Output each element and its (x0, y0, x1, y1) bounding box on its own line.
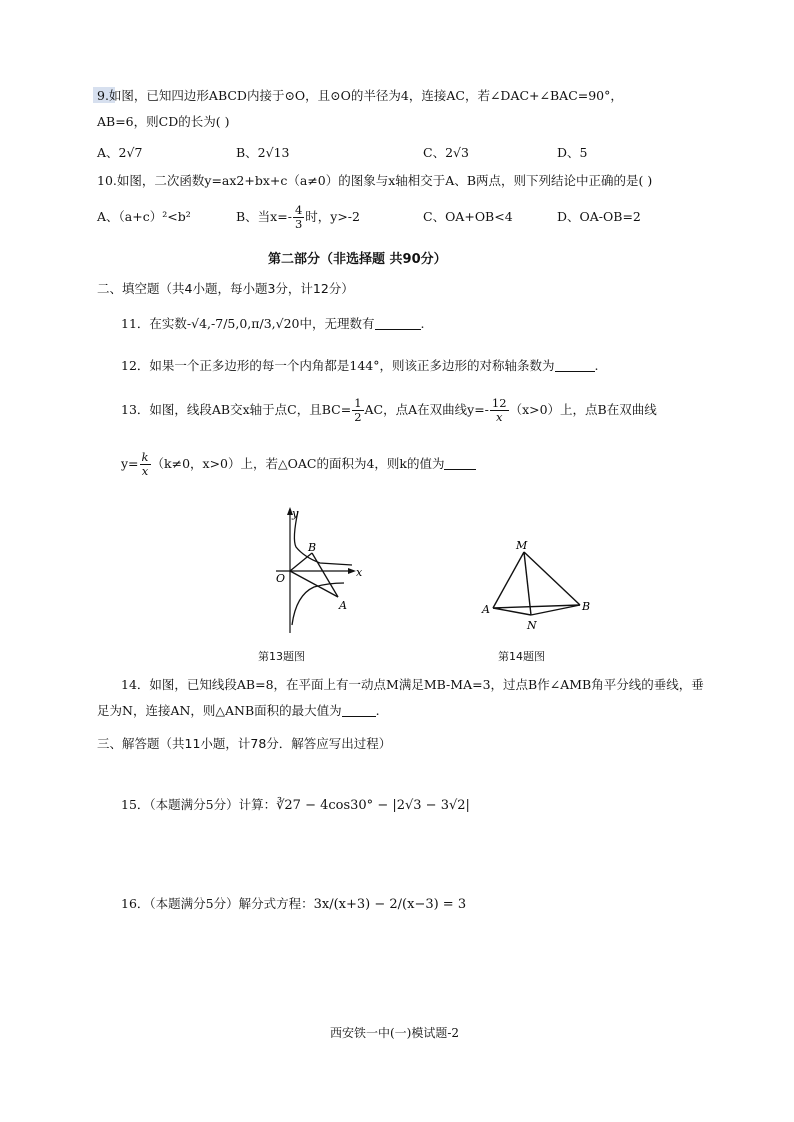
q13-half-num: 1 (354, 396, 362, 410)
q13-half-fraction (352, 397, 363, 424)
fig13-label-B: B (308, 541, 317, 554)
q15-expression: ∛27 − 4cos30° − |2√3 − 3√2| (276, 798, 470, 813)
fig13-label-y: y (292, 507, 299, 520)
fig14-seg-MB (524, 552, 580, 605)
q12-line (121, 357, 599, 375)
q15-pre: 15．（本题满分5分）计算： (121, 797, 277, 812)
q9-option-c: C、2√3 (423, 145, 469, 160)
q10-option-a: A、（a+c）²<b² (97, 209, 191, 224)
fig14-label-M: M (516, 539, 528, 552)
q9-line2: AB=6，则CD的长为( ) (97, 114, 230, 129)
fig13-label-A: A (339, 599, 347, 612)
q16-pre: 16．（本题满分5分）解分式方程： (121, 896, 314, 911)
q10-option-b (236, 199, 360, 235)
q13-line2 (121, 446, 476, 482)
fig14-caption: 第14题图 (498, 650, 545, 663)
q13-k-fraction (140, 451, 151, 478)
fig13-hyperbola-left (294, 511, 352, 565)
q14-line2 (97, 702, 380, 720)
q10-option-b-fraction (293, 204, 304, 231)
q13-curve-den: x (495, 410, 503, 424)
figure-14 (476, 535, 602, 635)
section3-title: 三、解答题（共11小题，计78分．解答应写出过程） (97, 736, 392, 751)
fig13-label-O: O (276, 572, 286, 585)
fig14-label-N: N (527, 619, 537, 632)
q10-option-c: C、OA+OB<4 (423, 209, 513, 224)
q12-answer-blank[interactable] (555, 359, 595, 372)
part2-title: 第二部分（非选择题 共90分） (268, 252, 447, 267)
fig13-hyperbola-right (292, 583, 344, 625)
q11-answer-blank[interactable] (375, 317, 421, 330)
q10-option-d: D、OA-OB=2 (557, 209, 641, 224)
q13-answer-blank[interactable] (444, 457, 476, 470)
q13-k-num: k (141, 450, 149, 464)
fig14-label-B: B (582, 600, 591, 613)
q12-end: . (594, 358, 599, 373)
fig13-caption: 第13题图 (258, 650, 305, 663)
q9-option-a: A、2√7 (97, 145, 143, 160)
q13-pre: 13．如图，线段AB交x轴于点C，且BC= (121, 402, 352, 417)
q10-option-b-post: 时，y>-2 (305, 209, 360, 224)
q11-pre: 11．在实数 (121, 316, 187, 331)
q15-line (121, 793, 470, 818)
q14-line1: 14．如图，已知线段AB=8，在平面上有一动点M满足MB-MA=3，过点B作∠AMB角平分线的垂线，垂 (121, 677, 704, 692)
fig13-x-arrow (348, 568, 356, 574)
figure-13 (262, 505, 368, 635)
q13-line2-pre: y= (121, 456, 139, 471)
fig13-label-x: x (356, 566, 363, 579)
fig13-seg-OB (290, 553, 312, 571)
q13-line2-post: （k≠0，x>0）上，若△OAC的面积为4，则k的值为 (151, 456, 445, 471)
q10-option-b-den: 3 (294, 217, 303, 231)
q16-expression: 3x/(x+3) − 2/(x−3) = 3 (313, 897, 467, 912)
q11-line (121, 306, 425, 342)
q11-post: 中，无理数有 (299, 316, 375, 331)
q10-option-b-pre: B、当x=- (236, 209, 292, 224)
section2-title: 二、填空题（共4小题，每小题3分，计12分） (97, 281, 354, 296)
q9-line1: 9.如图，已知四边形ABCD内接于⊙O，且⊙O的半径为4，连接AC，若∠DAC+∠BAC=90°， (97, 88, 623, 103)
q12-text: 12．如果一个正多边形的每一个内角都是144°，则该正多边形的对称轴条数为 (121, 358, 555, 373)
q13-curve-num: 12 (491, 396, 507, 410)
fig14-seg-AN (493, 608, 531, 615)
q9-option-b: B、2√13 (236, 145, 290, 160)
q13-k-den: x (141, 464, 149, 478)
q14-answer-blank[interactable] (342, 704, 376, 717)
q9-option-d: D、5 (557, 145, 588, 160)
fig14-seg-MN (524, 552, 531, 615)
q13-mid: AC，点A在双曲线y=- (364, 402, 489, 417)
page-footer: 西安铁一中(一)模试题-2 (330, 1026, 460, 1040)
fig14-seg-MA (493, 552, 524, 608)
q13-curve-fraction (490, 397, 509, 424)
q16-line (121, 884, 466, 925)
q14-end: . (375, 703, 380, 718)
q10-line1: 10.如图，二次函数y=ax2+bx+c（a≠0）的图象与x轴相交于A、B两点，则下列结论中正确的是( ) (97, 173, 653, 188)
fig14-label-A: A (482, 603, 490, 616)
q11-end: . (420, 316, 425, 331)
q13-post: （x>0）上，点B在双曲线 (509, 402, 657, 417)
q13-half-den: 2 (354, 410, 362, 424)
q14-line2-text: 足为N，连接AN，则△ANB面积的最大值为 (97, 703, 342, 718)
q10-option-b-num: 4 (294, 203, 303, 217)
q13-line1 (121, 392, 657, 428)
q11-numbers: -√4,-7/5,0,π/3,√20 (186, 316, 300, 331)
